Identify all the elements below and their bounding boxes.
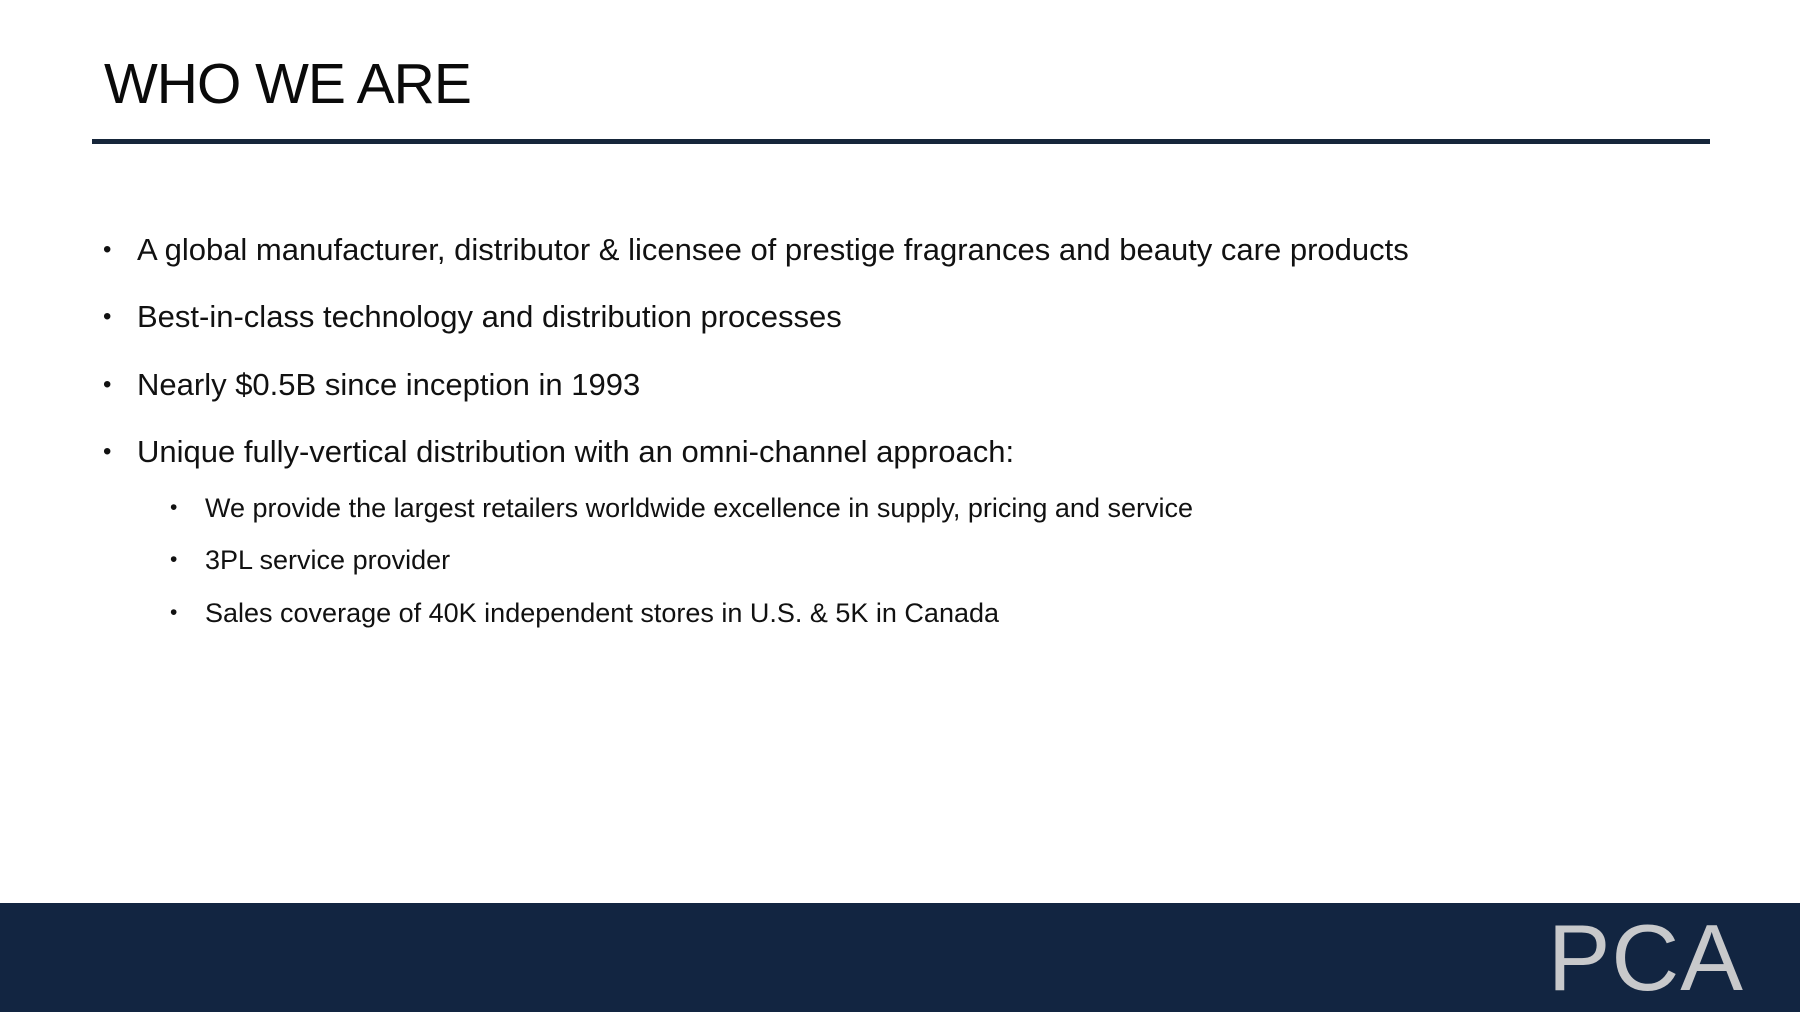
bullet-item bbox=[103, 297, 842, 337]
title-divider bbox=[92, 139, 1710, 144]
company-logo: PCA bbox=[1547, 905, 1744, 1010]
sub-bullet-item bbox=[170, 490, 1193, 526]
bullet-text: Nearly $0.5B since inception in 1993 bbox=[137, 367, 641, 402]
sub-bullet-text: 3PL service provider bbox=[205, 545, 451, 575]
bullet-dot-icon: • bbox=[103, 438, 112, 465]
bullet-item bbox=[103, 432, 1015, 472]
bullet-text: Unique fully-vertical distribution with an omni-channel approach: bbox=[137, 434, 1015, 469]
bullet-dot-icon: • bbox=[170, 601, 178, 624]
bullet-dot-icon: • bbox=[103, 303, 112, 330]
bullet-dot-icon: • bbox=[103, 236, 112, 263]
slide-title: WHO WE ARE bbox=[104, 52, 471, 116]
bullet-text: Best-in-class technology and distribution processes bbox=[137, 299, 842, 334]
sub-bullet-text: We provide the largest retailers worldwide excellence in supply, pricing and service bbox=[205, 493, 1193, 523]
bullet-item bbox=[103, 365, 641, 405]
sub-bullet-text: Sales coverage of 40K independent stores in U.S. & 5K in Canada bbox=[205, 598, 1000, 628]
sub-bullet-item bbox=[170, 595, 1000, 631]
bullet-dot-icon: • bbox=[103, 371, 112, 398]
bullet-item bbox=[103, 230, 1409, 270]
sub-bullet-item bbox=[170, 542, 451, 578]
bullet-text: A global manufacturer, distributor & licensee of prestige fragrances and beauty care products bbox=[137, 232, 1409, 267]
bullet-dot-icon: • bbox=[170, 548, 178, 571]
footer-band bbox=[0, 903, 1800, 1012]
bullet-dot-icon: • bbox=[170, 496, 178, 519]
